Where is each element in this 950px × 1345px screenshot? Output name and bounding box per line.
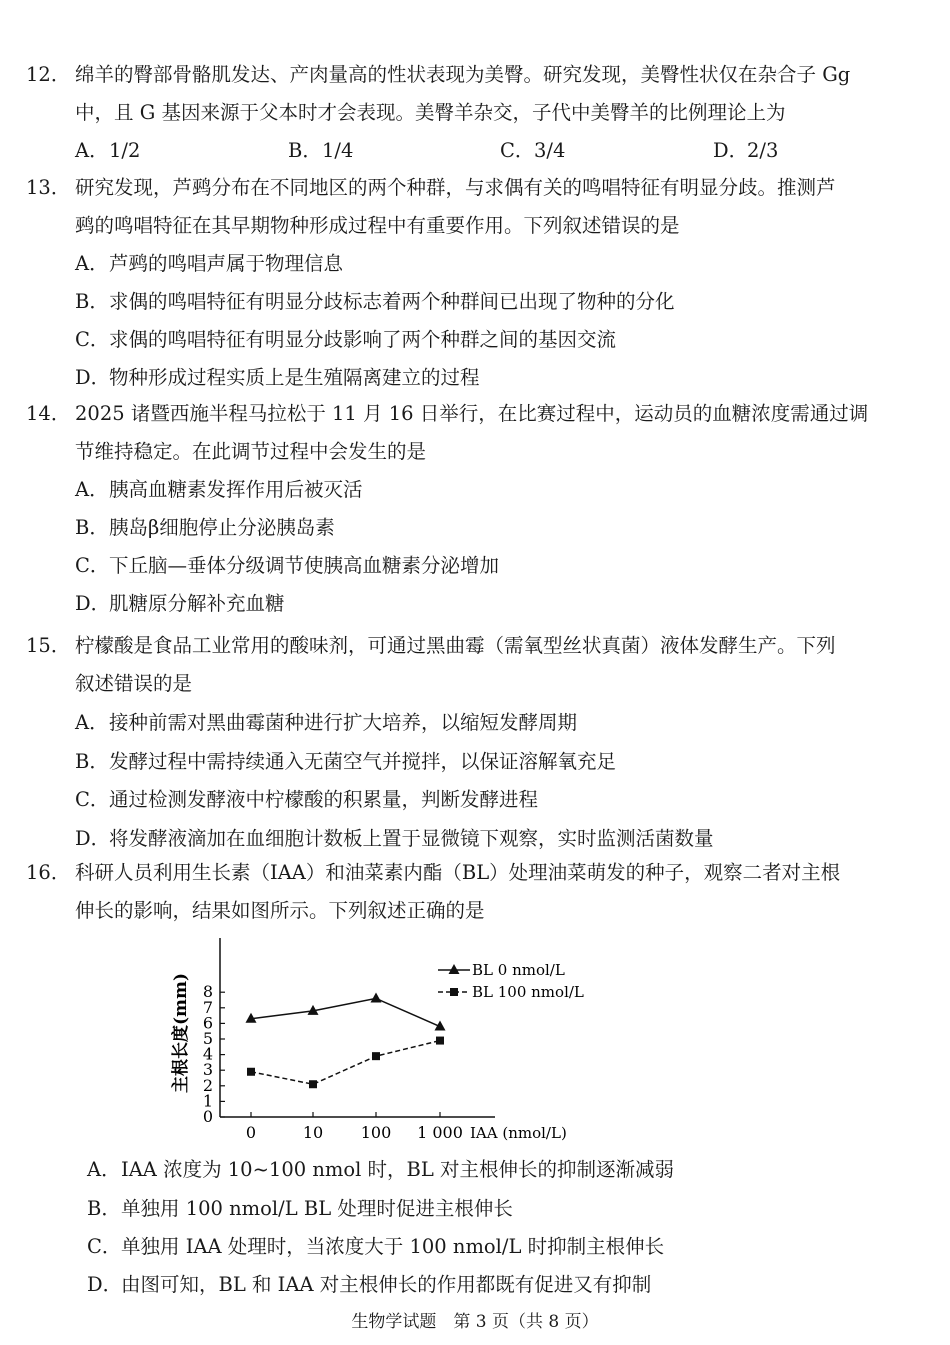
y-tick-label: 2 [202, 1075, 213, 1095]
data-point [371, 992, 382, 1002]
option-a: A．1/2 [75, 139, 141, 162]
data-point [247, 1068, 255, 1076]
question-number: 12． [26, 63, 71, 86]
y-tick-label: 4 [202, 1044, 213, 1064]
y-tick-label: 5 [202, 1029, 213, 1048]
y-tick-label: 3 [202, 1060, 213, 1080]
x-tick-label: 100 [360, 1123, 392, 1142]
option-a: A．胰高血糖素发挥作用后被灭活 [75, 478, 363, 501]
option-d: D．物种形成过程实质上是生殖隔离建立的过程 [75, 366, 480, 389]
chart-legend [438, 961, 584, 1001]
x-tick-label: 1 000 [417, 1123, 463, 1142]
series-line [251, 1041, 440, 1085]
question-number: 14． [26, 402, 71, 425]
option-d: D．肌糖原分解补充血糖 [75, 592, 285, 615]
y-tick-label: 6 [202, 1013, 213, 1033]
question-stem-line: 节维持稳定。在此调节过程中会发生的是 [75, 440, 427, 463]
y-tick-label: 0 [202, 1107, 213, 1126]
question-number: 16． [26, 861, 71, 884]
question-stem-line: 伸长的影响，结果如图所示。下列叙述正确的是 [75, 899, 485, 922]
y-tick-label: 1 [202, 1091, 213, 1111]
data-point [372, 1052, 380, 1060]
question-stem-line: 叙述错误的是 [75, 672, 193, 695]
option-c: C．通过检测发酵液中柠檬酸的积累量，判断发酵进程 [75, 788, 539, 811]
legend-label: BL 0 nmol/L [472, 961, 565, 979]
y-tick-label: 8 [202, 982, 213, 1002]
option-a: A．接种前需对黑曲霉菌种进行扩大培养，以缩短发酵周期 [75, 711, 578, 734]
option-b: B．胰岛β细胞停止分泌胰岛素 [75, 516, 335, 539]
option-b: B．发酵过程中需持续通入无菌空气并搅拌，以保证溶解氧充足 [75, 750, 617, 773]
option-d: D．将发酵液滴加在血细胞计数板上置于显微镜下观察，实时监测活菌数量 [75, 827, 714, 850]
option-d: D．由图可知，BL 和 IAA 对主根伸长的作用都既有促进又有抑制 [87, 1273, 652, 1296]
option-b: B．1/4 [288, 139, 354, 162]
chart-series [246, 992, 446, 1088]
question-stem-line: 鹀的鸣唱特征在其早期物种形成过程中有重要作用。下列叙述错误的是 [75, 214, 680, 237]
x-tick-label: 10 [302, 1123, 324, 1142]
question-stem-line: 2025 诸暨西施半程马拉松于 11 月 16 日举行，在比赛过程中，运动员的血糖浓度需通过调 [75, 402, 869, 425]
x-axis-label: IAA (nmol/L) [470, 1124, 567, 1142]
question-number: 13． [26, 176, 71, 199]
question-stem-line: 柠檬酸是食品工业常用的酸味剂，可通过黑曲霉（需氧型丝状真菌）液体发酵生产。下列 [75, 634, 836, 657]
legend-marker [449, 964, 460, 974]
option-c: C．3/4 [500, 139, 566, 162]
series-2 [247, 1037, 444, 1089]
y-tick-label: 7 [202, 997, 213, 1017]
question-stem-line: 科研人员利用生长素（IAA）和油菜素内酯（BL）处理油菜萌发的种子，观察二者对主根 [75, 861, 841, 884]
legend-label: BL 100 nmol/L [472, 983, 584, 1001]
data-point [436, 1037, 444, 1045]
y-tick-labels [203, 982, 225, 1126]
series-1 [246, 992, 446, 1030]
option-a: A．芦鹀的鸣唱声属于物理信息 [75, 252, 344, 275]
question-number: 15． [26, 634, 71, 657]
page-footer: 生物学试题 第 3 页（共 8 页） [351, 1312, 599, 1332]
option-c: C．下丘脑—垂体分级调节使胰高血糖素分泌增加 [75, 554, 500, 577]
x-tick-label: 0 [245, 1123, 257, 1142]
option-c: C．求偶的鸣唱特征有明显分歧影响了两个种群之间的基因交流 [75, 328, 617, 351]
root-length-chart [160, 930, 610, 1150]
option-b: B．单独用 100 nmol/L BL 处理时促进主根伸长 [87, 1197, 513, 1220]
question-stem-line: 研究发现，芦鹀分布在不同地区的两个种群，与求偶有关的鸣唱特征有明显分歧。推测芦 [75, 176, 836, 199]
option-a: A．IAA 浓度为 10~100 nmol 时，BL 对主根伸长的抑制逐渐减弱 [87, 1158, 675, 1181]
legend-marker [450, 988, 458, 996]
option-b: B．求偶的鸣唱特征有明显分歧标志着两个种群间已出现了物种的分化 [75, 290, 675, 313]
option-d: D．2/3 [713, 139, 779, 162]
series-line [251, 998, 440, 1026]
question-stem-line: 中，且 G 基因来源于父本时才会表现。美臀羊杂交，子代中美臀羊的比例理论上为 [75, 101, 786, 124]
data-point [309, 1080, 317, 1088]
question-stem-line: 绵羊的臀部骨骼肌发达、产肉量高的性状表现为美臀。研究发现，美臀性状仅在杂合子 Gg [75, 63, 851, 86]
option-c: C．单独用 IAA 处理时，当浓度大于 100 nmol/L 时抑制主根伸长 [87, 1235, 665, 1258]
y-axis-label: 主根长度(mm) [171, 972, 191, 1094]
